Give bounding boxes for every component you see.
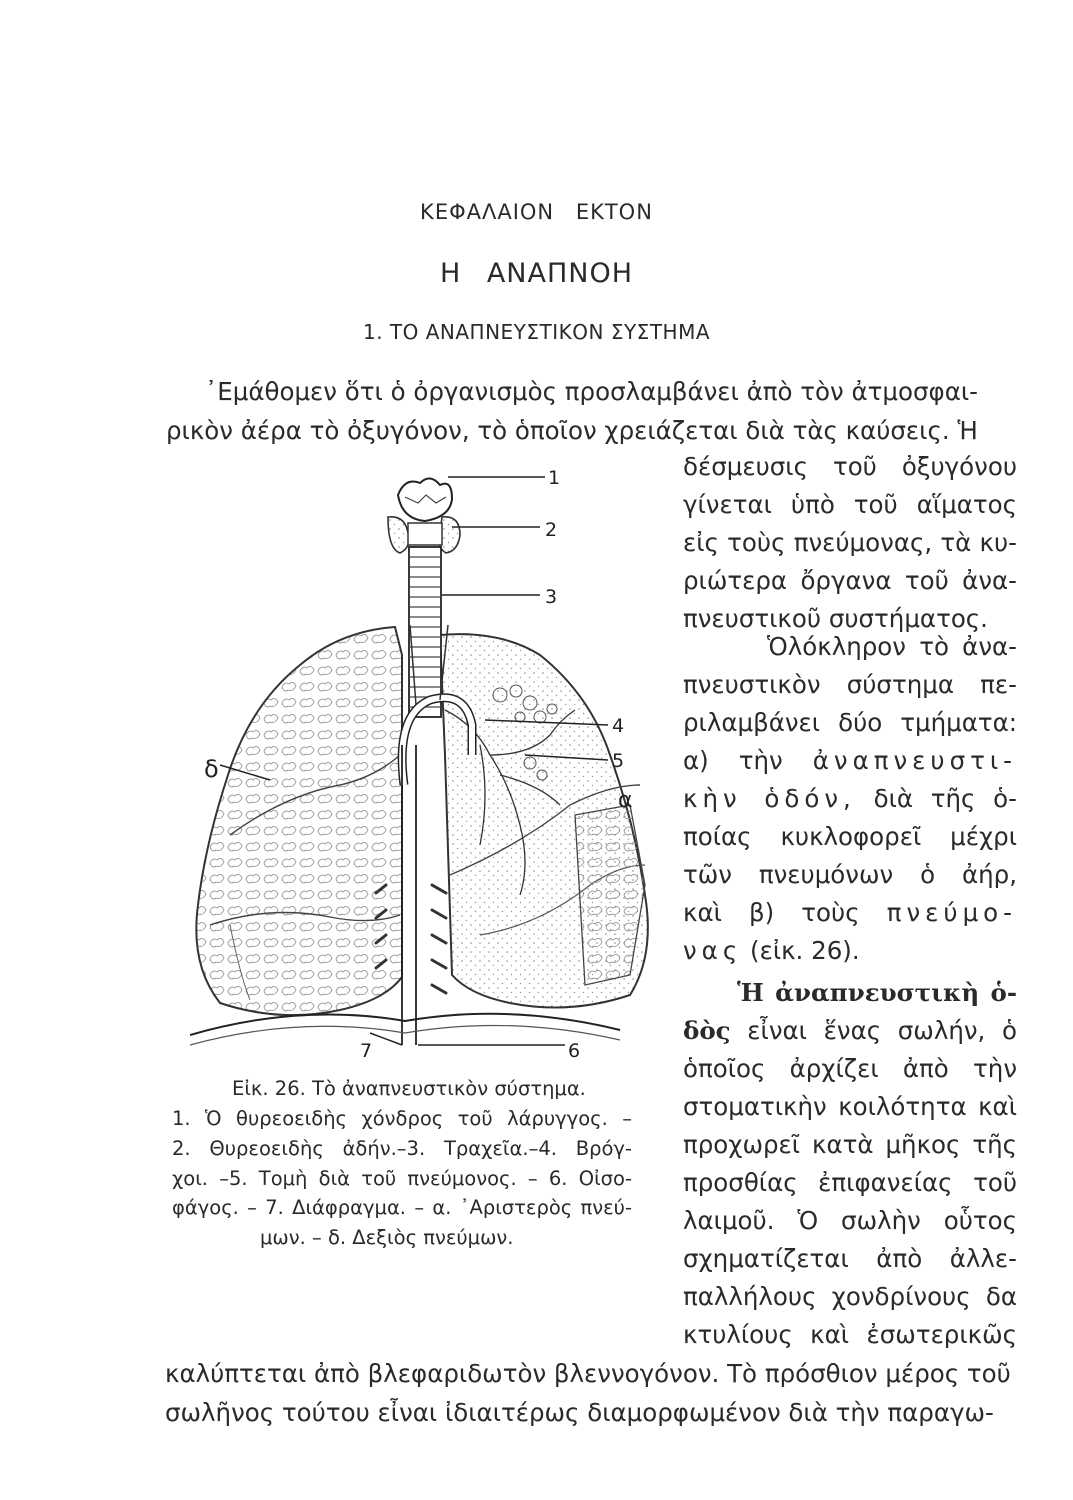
right-lung xyxy=(196,627,402,1015)
figure-caption-line: φάγος. – 7. Διάφραγμα. – α. ᾿Αριστερὸς πνεύ- xyxy=(172,1196,632,1219)
bold-term: δὸς xyxy=(683,1016,731,1045)
col-line: ὁποῖος ἀρχίζει ἀπὸ τὴν xyxy=(683,1054,1017,1083)
trachea xyxy=(409,547,441,717)
label-1: 1 xyxy=(548,467,561,489)
col-line xyxy=(737,978,1017,1007)
col-line: εἰς τοὺς πνεύμονας, τὰ κυ- xyxy=(683,528,1017,557)
label-alpha: α xyxy=(618,788,633,813)
figure-caption-last: μων. – δ. Δεξιὸς πνεύμων. xyxy=(260,1226,514,1249)
col-line: στοματικὴν κοιλότητα καὶ xyxy=(683,1092,1017,1121)
spaced-term: κὴν ὁδόν, xyxy=(683,784,856,813)
col-text: διὰ τῆς ὁ- xyxy=(873,784,1017,813)
col-line xyxy=(683,1016,1017,1045)
col-line xyxy=(683,898,1017,927)
col-line: προσθίας ἐπιφανείας τοῦ xyxy=(683,1168,1017,1197)
figure-caption-line: 1. Ὁ θυρεοειδὴς χόνδρος τοῦ λάρυγγος. – xyxy=(172,1107,632,1130)
respiratory-system-figure xyxy=(190,455,660,1070)
section-title: 1. ΤΟ ΑΝΑΠΝΕΥΣΤΙΚΟΝ ΣΥΣΤΗΜΑ xyxy=(362,320,711,344)
label-delta: δ xyxy=(204,755,219,783)
body-line-bottom-1: καλύπτεται ἀπὸ βλεφαριδωτὸν βλεννογόνον. Τὸ πρόσθιον μέρος τοῦ xyxy=(165,1359,1011,1388)
col-line: ριώτερα ὄργανα τοῦ ἀνα- xyxy=(683,566,1017,595)
col-line: πνευστικὸν σύστημα πε- xyxy=(683,670,1017,699)
thyroid-cartilage xyxy=(398,478,452,521)
bold-term: Ἡ ἀναπνευστικὴ ὁ- xyxy=(737,978,1017,1007)
figure-caption-line: χοι. –5. Τομὴ διὰ τοῦ πνεύμονος. – 6. Οἰσο- xyxy=(172,1167,632,1190)
col-line xyxy=(683,936,860,965)
col-text: α) τὴν xyxy=(683,746,783,775)
col-line: γίνεται ὑπὸ τοῦ αἵματος xyxy=(683,490,1017,519)
col-line xyxy=(683,746,1017,775)
body-line-1: ᾿Εμάθομεν ὅτι ὁ ὀργανισμὸς προσλαμβάνει ἀπὸ τὸν ἀτμοσφαι- xyxy=(205,377,978,406)
col-line: πνευστικοῦ συστήματος. xyxy=(683,604,988,633)
label-3: 3 xyxy=(545,586,558,608)
figure-caption-line: 2. Θυρεοειδὴς ἀδήν.–3. Τραχεῖα.–4. Βρόγ- xyxy=(172,1137,632,1160)
label-2: 2 xyxy=(545,519,558,541)
label-5: 5 xyxy=(612,750,625,772)
spaced-term: πνεύμο- xyxy=(886,898,1017,927)
col-line: ποίας κυκλοφορεῖ μέχρι xyxy=(683,822,1017,851)
figure-caption-title: Εἰκ. 26. Τὸ ἀναπνευστικὸν σύστημα. xyxy=(232,1077,586,1100)
col-line: ριλαμβάνει δύο τμήματα: xyxy=(683,708,1017,737)
col-line: σχηματίζεται ἀπὸ ἀλλε- xyxy=(683,1244,1017,1273)
col-text: (εἰκ. 26). xyxy=(750,936,860,965)
label-6: 6 xyxy=(568,1040,581,1062)
spaced-term: νας xyxy=(683,936,743,965)
label-7: 7 xyxy=(360,1040,373,1062)
spaced-term: ἀναπνευστι- xyxy=(812,746,1017,775)
body-line-bottom-2: σωλῆνος τούτου εἶναι ἰδιαιτέρως διαμορφωμένον διὰ τὴν παραγω- xyxy=(165,1398,994,1427)
body-line-2: ρικὸν ἀέρα τὸ ὀξυγόνον, τὸ ὁποῖον χρειάζεται διὰ τὰς καύσεις. Ἡ xyxy=(166,416,978,445)
col-line: προχωρεῖ κατὰ μῆκος τῆς xyxy=(683,1130,1017,1159)
chapter-heading: ΚΕΦΑΛΑΙΟΝ ΕΚΤΟΝ xyxy=(420,200,653,224)
col-line: παλλήλους χονδρίνους δα xyxy=(683,1282,1017,1311)
col-text: καὶ β) τοὺς xyxy=(683,898,860,927)
label-4: 4 xyxy=(612,715,625,737)
esophagus xyxy=(402,745,416,1045)
col-line: δέσμευσις τοῦ ὀξυγόνου xyxy=(683,452,1017,481)
col-line: κτυλίους καὶ ἐσωτερικῶς xyxy=(683,1320,1017,1349)
col-line xyxy=(683,784,1017,813)
col-line: Ὁλόκληρον τὸ ἀνα- xyxy=(767,632,1017,661)
col-line: λαιμοῦ. Ὁ σωλὴν οὗτος xyxy=(683,1206,1017,1235)
chapter-title: Η ΑΝΑΠΝΟΗ xyxy=(439,258,634,289)
col-line: τῶν πνευμόνων ὁ ἀήρ, xyxy=(683,860,1017,889)
col-text: εἶναι ἕνας σωλήν, ὁ xyxy=(747,1016,1017,1045)
